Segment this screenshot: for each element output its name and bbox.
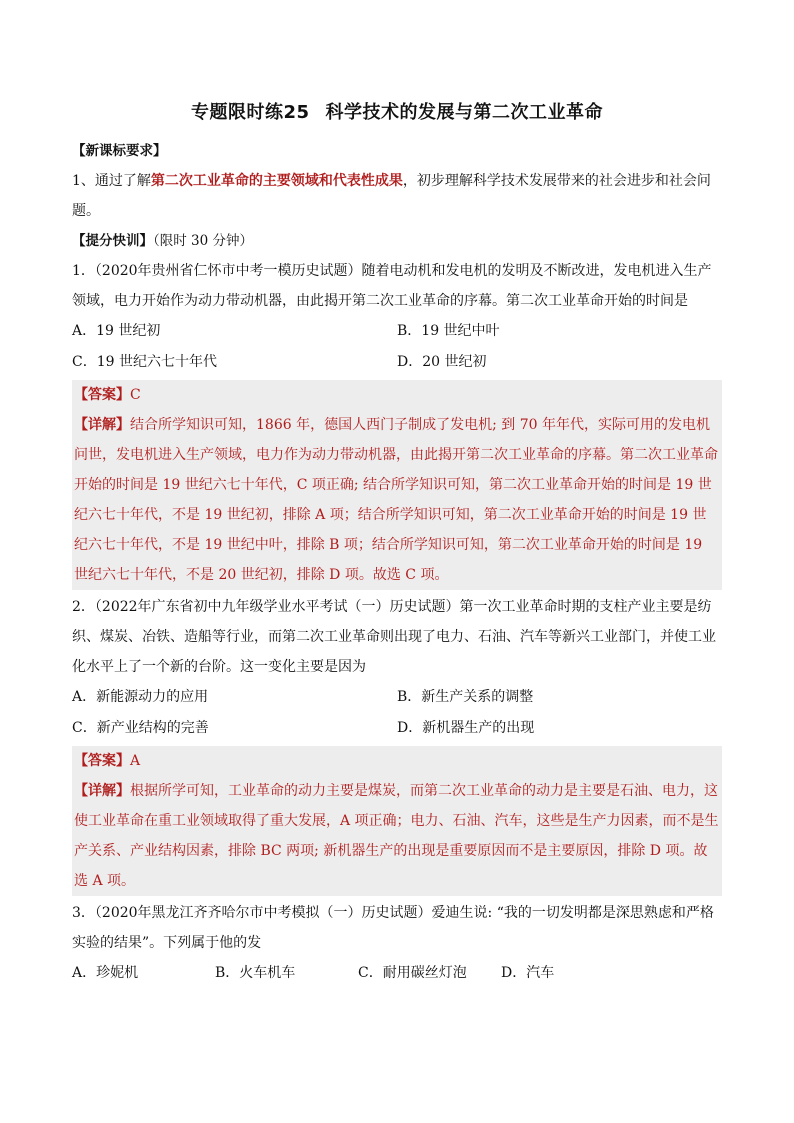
question-1-option-c: C．19 世纪六七十年代 (72, 354, 217, 370)
question-2-options (72, 682, 722, 744)
standards-requirement (72, 166, 722, 226)
answer-label: 【答案】 (74, 753, 130, 769)
question-2-option-a: A．新能源动力的应用 (72, 689, 209, 705)
practice-heading-time: （限时 30 分钟） (153, 233, 254, 249)
question-2-option-b: B．新生产关系的调整 (397, 689, 534, 705)
requirement-highlight: 第二次工业革命的主要领域和代表性成果 (150, 173, 403, 189)
detail-text: 根据所学可知，工业革命的动力主要是煤炭，而第二次工业革命的动力是主要是石油、电力，这使工业革命在重工业领域取得了重大发展，A 项正确；电力、石油、汽车，这些是生产力因素，而不是生产关系、产业结构因素，排除 BC 两项; 新机器生产的出现是重要原因而不是主要原因，排除 D 项。故选 A 项。 (74, 783, 719, 889)
answer-value: C (130, 387, 141, 403)
question-3-option-a: A．珍妮机 (72, 965, 139, 981)
section-practice-heading (72, 226, 722, 256)
question-1-stem: 1．（2020年贵州省仁怀市中考一模历史试题）随着电动机和发电机的发明及不断改进，发电机进入生产领域，电力开始作为动力带动机器，由此揭开第二次工业革命的序幕。第二次工业革命开始的时间是 (72, 263, 712, 309)
question-3-options (72, 958, 722, 989)
detail-label: 【详解】 (74, 783, 130, 799)
question-1-options (72, 316, 722, 378)
requirement-suffix: ，初步理解科学技术发展带来的社会进步和社会问题。 (72, 173, 711, 219)
question-1-detail (74, 410, 720, 590)
detail-label: 【详解】 (74, 417, 130, 433)
question-3-option-d: D．汽车 (501, 965, 555, 981)
title-main: 科学技术的发展与第二次工业革命 (325, 102, 604, 123)
question-1-answer (74, 380, 720, 410)
question-1-option-a: A．19 世纪初 (72, 323, 161, 339)
question-2-option-d: D．新机器生产的出现 (397, 720, 535, 736)
title-number: 25 (283, 102, 310, 123)
question-3-stem: 3．（2020年黑龙江齐齐哈尔市中考模拟（一）历史试题）爱迪生说: “我的一切发明都是深思熟虑和严格实验的结果”。下列属于他的发 (72, 905, 714, 951)
question-2-answer (74, 746, 720, 776)
question-2-answer-block (72, 746, 722, 896)
question-2-option-c: C．新产业结构的完善 (72, 720, 209, 736)
question-3-option-b: B．火车机车 (215, 965, 296, 981)
question-1-option-b: B．19 世纪中叶 (397, 323, 500, 339)
answer-value: A (130, 753, 141, 769)
question-2-stem: 2．（2022年广东省初中九年级学业水平考试（一）历史试题）第一次工业革命时期的支柱产业主要是纺织、煤炭、冶铁、造船等行业，而第二次工业革命则出现了电力、石油、汽车等新兴工业部门，并使工业化水平上了一个新的台阶。这一变化主要是因为 (72, 599, 716, 675)
section-standards-heading: 【新课标要求】 (72, 143, 167, 159)
page-title (72, 98, 722, 124)
question-1-option-d: D．20 世纪初 (397, 354, 487, 370)
answer-label: 【答案】 (74, 387, 130, 403)
question-3-option-c: C．耐用碳丝灯泡 (358, 965, 467, 981)
question-2-detail (74, 776, 720, 896)
title-prefix: 专题限时练 (190, 102, 284, 123)
detail-text: 结合所学知识可知，1866 年，德国人西门子制成了发电机; 到 70 年年代，实际可用的发电机问世，发电机进入生产领域，电力作为动力带动机器，由此揭开第二次工业革命的序幕。第二次工业革命开始的时间是 19 世纪六七十年代，C 项正确; 结合所学知识可知，第二次工业革命开始的时间是 19 世纪六七十年代，不是 19 世纪初，排除 A 项；结合所学知识可知，第二次工业革命开始的时间是 19 世纪六七十年代，不是 19 世纪中叶，排除 B 项；结合所学知识可知，第二次工业革命开始的时间是 19 世纪六七十年代，不是 20 世纪初，排除 D 项。故选 C 项。 (74, 417, 718, 583)
practice-heading-bold: 【提分快训】 (72, 233, 153, 249)
question-1-answer-block (72, 380, 722, 590)
document-page (72, 98, 722, 989)
requirement-prefix: 1、通过了解 (72, 173, 151, 189)
